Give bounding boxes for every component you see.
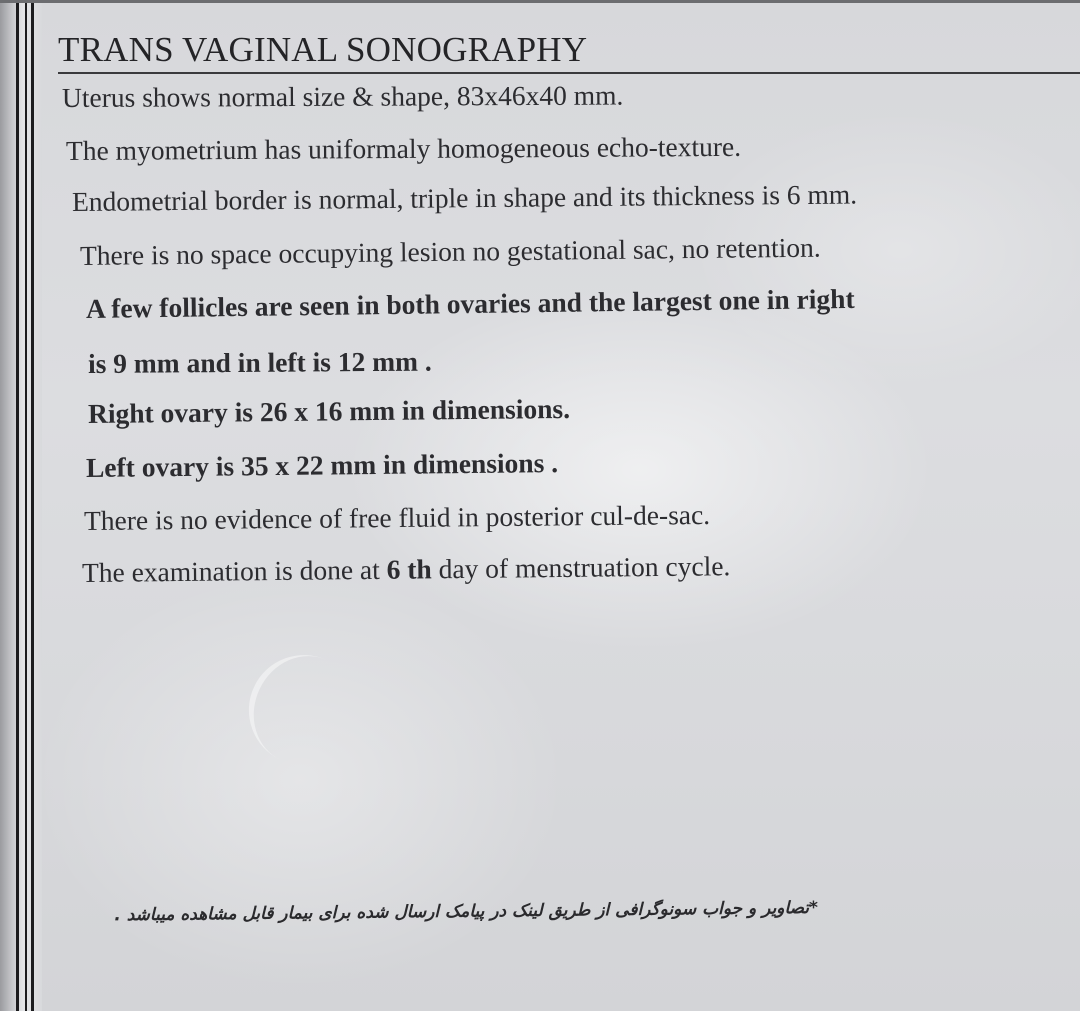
- follicles-size-line: is 9 mm and in left is 12 mm .: [87, 345, 432, 379]
- top-rule: [0, 0, 1080, 3]
- follicles-line: A few follicles are seen in both ovaries and the largest one in right: [85, 282, 855, 324]
- page-left-edge: [0, 0, 42, 1011]
- exam-day-line: [82, 550, 731, 589]
- persian-footer-note: *تصاویر و جواب سونوگرافی از طریق لینک در پیامک ارسال شده برای بیمار قابل مشاهده میباشد .: [114, 898, 819, 926]
- free-fluid-line: There is no evidence of free fluid in posterior cul-de-sac.: [83, 498, 711, 536]
- uterus-size-line: Uterus shows normal size & shape, 83x46x40 mm.: [61, 79, 624, 113]
- exam-day-text-start: The examination is done at: [81, 553, 387, 588]
- exam-day-value: 6 th: [386, 553, 432, 585]
- lesion-line: There is no space occupying lesion no gestational sac, no retention.: [79, 231, 821, 271]
- light-glare: [231, 637, 355, 773]
- report-title: TRANS VAGINAL SONOGRAPHY: [58, 30, 588, 69]
- myometrium-line: The myometrium has uniformaly homogeneous echo-texture.: [65, 130, 742, 166]
- left-ovary-line: Left ovary is 35 x 22 mm in dimensions .: [85, 447, 559, 483]
- border-line: [25, 0, 27, 1011]
- border-line: [31, 0, 34, 1011]
- border-line: [16, 0, 19, 1011]
- exam-day-text-end: day of menstruation cycle.: [431, 550, 731, 585]
- endometrium-line: Endometrial border is normal, triple in shape and its thickness is 6 mm.: [71, 178, 858, 217]
- title-underline: [58, 72, 1080, 74]
- right-ovary-line: Right ovary is 26 x 16 mm in dimensions.: [87, 392, 571, 429]
